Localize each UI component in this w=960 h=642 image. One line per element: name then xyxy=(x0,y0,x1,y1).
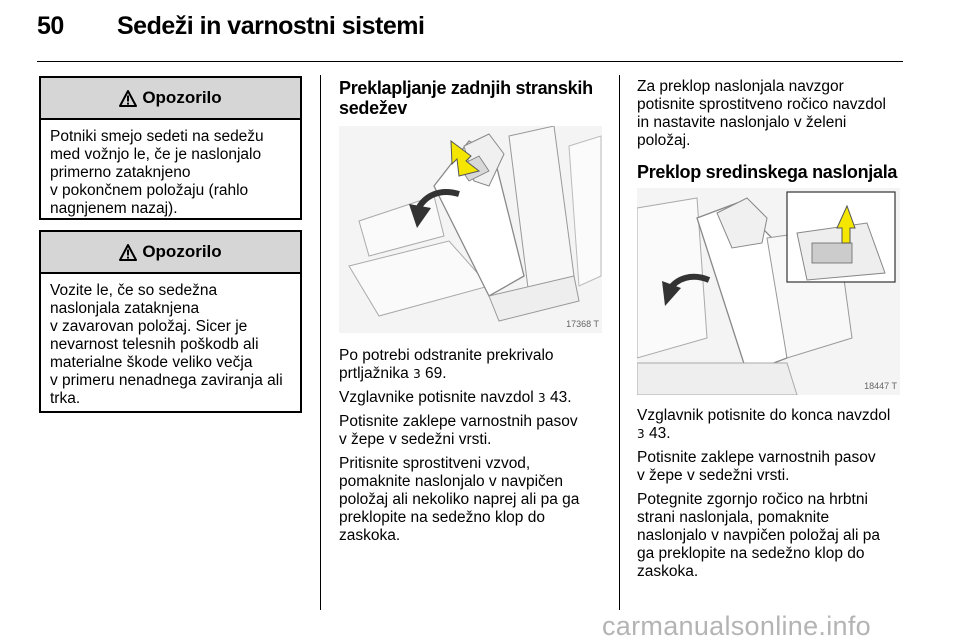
page-reference-icon: 3 xyxy=(413,367,421,381)
paragraph-text: Pritisnite sprostitveni vzvod, pomaknite naslonjalo v navpičen položaj ali nekoliko naprej ali pa ga preklopite na sedežno klop do zaskoka. xyxy=(339,455,580,544)
rear-seat-illustration xyxy=(339,126,602,333)
paragraph-text: Potegnite zgornjo ročico na hrbtni strani naslonjala, pomaknite naslonjalo v navpičen položaj ali pa ga preklopite na sedežno klop do zaskoka. xyxy=(637,491,880,580)
paragraph-text: Vzglavnike potisnite navzdol xyxy=(339,389,539,406)
warning-title: Opozorilo xyxy=(142,242,222,261)
warning-text-content: Vozite le, če so sedežna naslonjala zataknjena v zavarovan položaj. Sicer je nevarnost telesnih poškodb ali materialne škode veliko večja v primeru nenadnega zaviranja ali trka. xyxy=(50,282,283,407)
page-number: 50 xyxy=(37,12,64,40)
warning-text xyxy=(41,120,300,228)
warning-triangle-icon xyxy=(119,244,137,261)
page-reference-icon: 3 xyxy=(538,391,546,405)
paragraph xyxy=(637,491,907,581)
middle-column-text xyxy=(339,347,609,551)
warning-title: Opozorilo xyxy=(142,88,222,107)
figure-code: 18447 T xyxy=(864,381,897,391)
paragraph-end: . xyxy=(666,425,671,442)
paragraph-end: . xyxy=(567,389,572,406)
page-reference-icon: 3 xyxy=(637,427,645,441)
paragraph xyxy=(637,449,907,485)
warning-text-content: Potniki smejo sedeti na sedežu med vožnjo le, če je naslonjalo primerno zataknjeno v pokončnem položaju (rahlo nagnjenem nazaj). xyxy=(50,128,264,217)
page-reference[interactable]: 69 xyxy=(425,365,443,382)
seat-folding-diagram xyxy=(339,126,602,333)
paragraph-text: Potisnite zaklepe varnostnih pasov v žepe v sedežni vrsti. xyxy=(339,413,578,448)
watermark: carmanualsonline.info xyxy=(602,611,871,641)
warning-box xyxy=(39,230,302,413)
paragraph-text: Po potrebi odstranite prekrivalo prtljažnika xyxy=(339,347,554,382)
warning-header xyxy=(41,78,300,120)
paragraph-text: Vzglavnik potisnite do konca navzdol xyxy=(637,407,891,424)
section-heading: Preklapljanje zadnjih stranskih sedežev xyxy=(339,78,593,118)
page-reference[interactable]: 43 xyxy=(550,389,568,406)
paragraph xyxy=(339,455,609,545)
paragraph-text: Za preklop naslonjala navzgor potisnite sprostitveno ročico navzdol in nastavite naslonjalo v želeni položaj. xyxy=(637,78,886,149)
page-title: Sedeži in varnostni sistemi xyxy=(117,12,425,40)
paragraph xyxy=(637,78,907,150)
figure-code: 17368 T xyxy=(566,319,599,329)
section-middle-heading xyxy=(339,78,607,118)
paragraph xyxy=(339,413,609,449)
center-backrest-diagram xyxy=(637,188,900,395)
paragraph-end: . xyxy=(442,365,447,382)
right-column-intro xyxy=(637,78,907,182)
center-seat-illustration xyxy=(637,188,900,395)
warning-box xyxy=(39,76,302,220)
warning-triangle-icon xyxy=(119,90,137,107)
paragraph xyxy=(339,389,609,407)
column-divider-left xyxy=(320,75,321,610)
page-reference[interactable]: 43 xyxy=(648,425,667,442)
paragraph xyxy=(339,347,609,383)
paragraph xyxy=(637,407,907,443)
column-divider-right xyxy=(619,75,620,610)
section-heading: Preklop sredinskega naslonjala xyxy=(637,162,898,182)
warning-text xyxy=(41,274,300,418)
warning-header xyxy=(41,232,300,274)
right-column-text xyxy=(637,407,907,587)
paragraph-text: Potisnite zaklepe varnostnih pasov v žepe v sedežni vrsti. xyxy=(637,449,876,484)
header-rule xyxy=(37,61,903,62)
